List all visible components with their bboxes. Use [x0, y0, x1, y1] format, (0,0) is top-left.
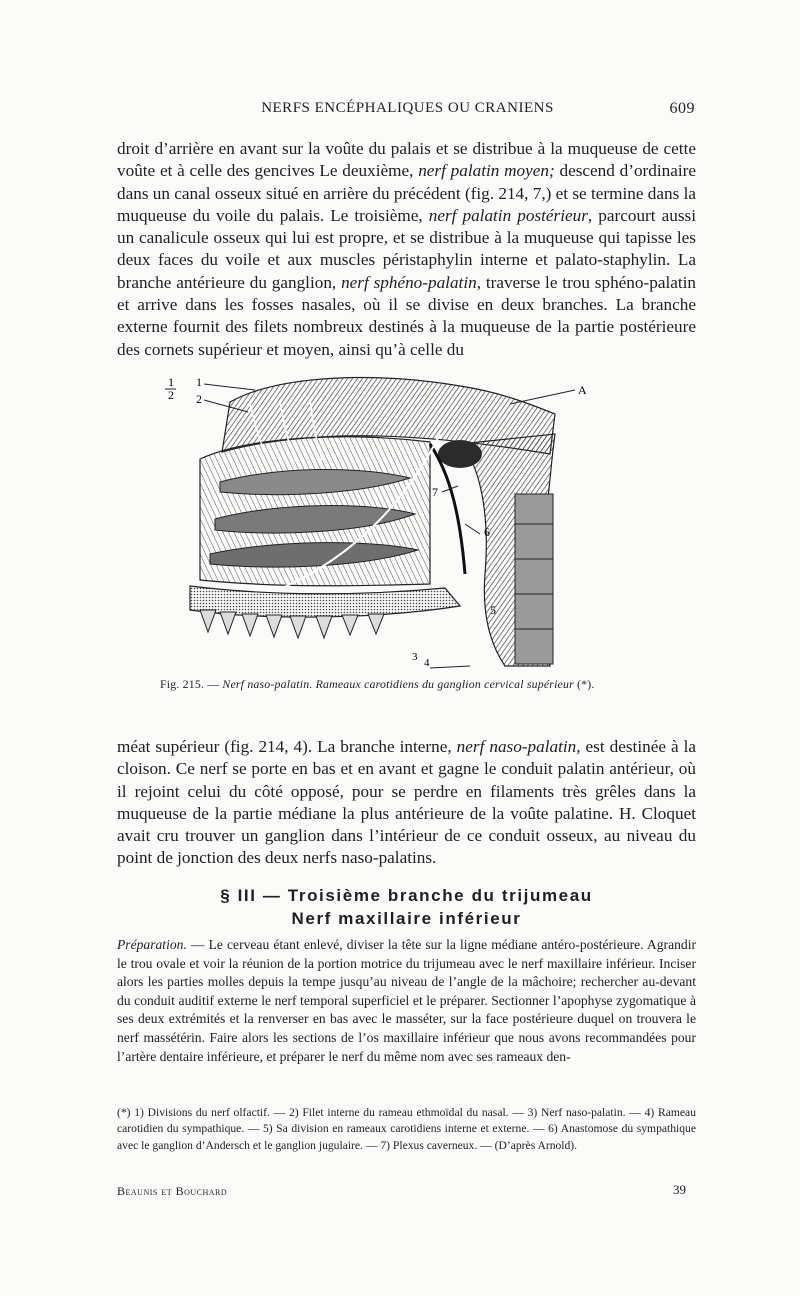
ganglion-shape — [438, 440, 482, 468]
text-run: descend d’ordinaire dans un canal osseux situé en arrière du précédent (fig. 214, 7,) et se termine dans la muqueuse du voile du palais. Le troisième, — [117, 161, 696, 225]
paragraph-naso-palatine — [117, 736, 696, 868]
caption-prefix: Fig. 215. — — [160, 677, 223, 691]
label-3: 3 — [412, 651, 418, 663]
paragraph-palatine-nerves — [117, 138, 696, 362]
section-heading-line-2: Nerf maxillaire inférieur — [291, 909, 522, 928]
caption-title: Nerf naso-palatin. Rameaux carotidiens du ganglion cervical supérieur — [222, 677, 574, 691]
page-number: 609 — [669, 100, 695, 117]
label-2: 2 — [196, 392, 202, 406]
italic-term: nerf palatin moyen; — [418, 161, 555, 181]
text-run: droit d’arrière en avant sur la voûte du palais et se distribue à la muqueuse de cette voûte et à celle des gencives Le deuxième, — [117, 139, 696, 181]
figure-footnote: (*) 1) Divisions du nerf olfactif. — 2) Filet interne du rameau ethmoïdal du nasal. — 3) Nerf naso-palatin. — 4) Rameau carotidien du sympathique. — 5) Sa division en rameaux carotidiens interne et externe. — 6) Anastomose du sympathique avec le ganglion d’Andersch et le ganglion jugulaire. — 7) Plexus caverneux. — (D’après Arnold). — [117, 1106, 696, 1152]
text-run: méat supérieur (fig. 214, 4). La branche interne, — [117, 737, 457, 756]
text-run: , traverse le trou sphéno-palatin et arrive dans les fosses nasales, où il se divise en deux branches. La branche externe fournit des filets nombreux destinés à la muqueuse de la partie postérieure des cornets supérieur et moyen, ainsi qu’à celle du — [117, 272, 696, 359]
vertebral-column-shape — [515, 494, 553, 664]
italic-term: nerf palatin postérieur — [428, 205, 588, 225]
preparation-paragraph — [117, 936, 696, 1066]
text-run: est destinée à la cloison. Ce nerf se porte en bas et en avant et gagne le conduit palatin antérieur, où il rejoint celui du côté opposé, pour se perdre en filaments très grêles dans la muqueuse de la partie médiane la plus antérieure de la voûte palatine. H. Cloquet avait cru trouver un ganglion dans l’intérieur de ce conduit osseux, au niveau du point de jonction des deux nerfs naso-palatins. — [117, 737, 696, 868]
label-6: 6 — [484, 525, 490, 539]
label-5: 5 — [490, 603, 496, 617]
section-heading-line-1: § III — Troisième branche du trijumeau — [220, 886, 593, 905]
preparation-lead: Préparation. — [117, 937, 187, 952]
text-run: , parcourt aussi un canalicule osseux qui lui est propre, et se distribue à la muqueuse qui tapisse les deux faces du voile et aux muscles péristaphylin interne et palato-staphylin. La branche antérieure du ganglion, — [117, 205, 697, 292]
section-heading — [117, 884, 696, 930]
caption-suffix: (*). — [573, 677, 595, 691]
label-fraction-num: 1 — [168, 375, 174, 389]
label-4: 4 — [424, 657, 430, 669]
naso-palatine-illustration — [160, 374, 600, 672]
running-header — [120, 100, 695, 120]
figure-caption — [160, 677, 720, 692]
label-7: 7 — [432, 485, 438, 499]
page-footer — [117, 1184, 696, 1204]
label-fraction-den: 2 — [168, 388, 174, 402]
anatomical-figure — [160, 374, 600, 672]
label-1: 1 — [196, 375, 202, 389]
label-A: A — [578, 383, 587, 397]
italic-term: nerf sphéno-palatin — [341, 272, 477, 292]
italic-term: nerf naso-palatin, — [456, 737, 581, 756]
footer-authors: Beaunis et Bouchard — [117, 1184, 228, 1198]
preparation-text: — Le cerveau étant enlevé, diviser la tête sur la ligne médiane antéro-postérieure. Agrandir le trou ovale et voir la réunion de la portion motrice du trijumeau avec le nerf maxillaire inférieur. Inciser alors les parties molles depuis la tempe jusqu’au niveau de l’angle de la mâchoire; rechercher au-devant du conduit auditif externe le nerf temporal superficiel et le préparer. Sectionner l’apophyse zygomatique à ses deux extrémités et la renverser en bas avec le masséter, sur la face postérieure duquel on trouvera le nerf massétérin. Faire alors les sections de l’os maxillaire inférieur que nous avons recommandées pour l’artère dentaire inférieure, et préparer le nerf du même nom avec ses rameaux den- — [117, 937, 696, 1064]
running-title: NERFS ENCÉPHALIQUES OU CRANIENS — [261, 100, 554, 116]
footer-signature: 39 — [673, 1182, 686, 1197]
